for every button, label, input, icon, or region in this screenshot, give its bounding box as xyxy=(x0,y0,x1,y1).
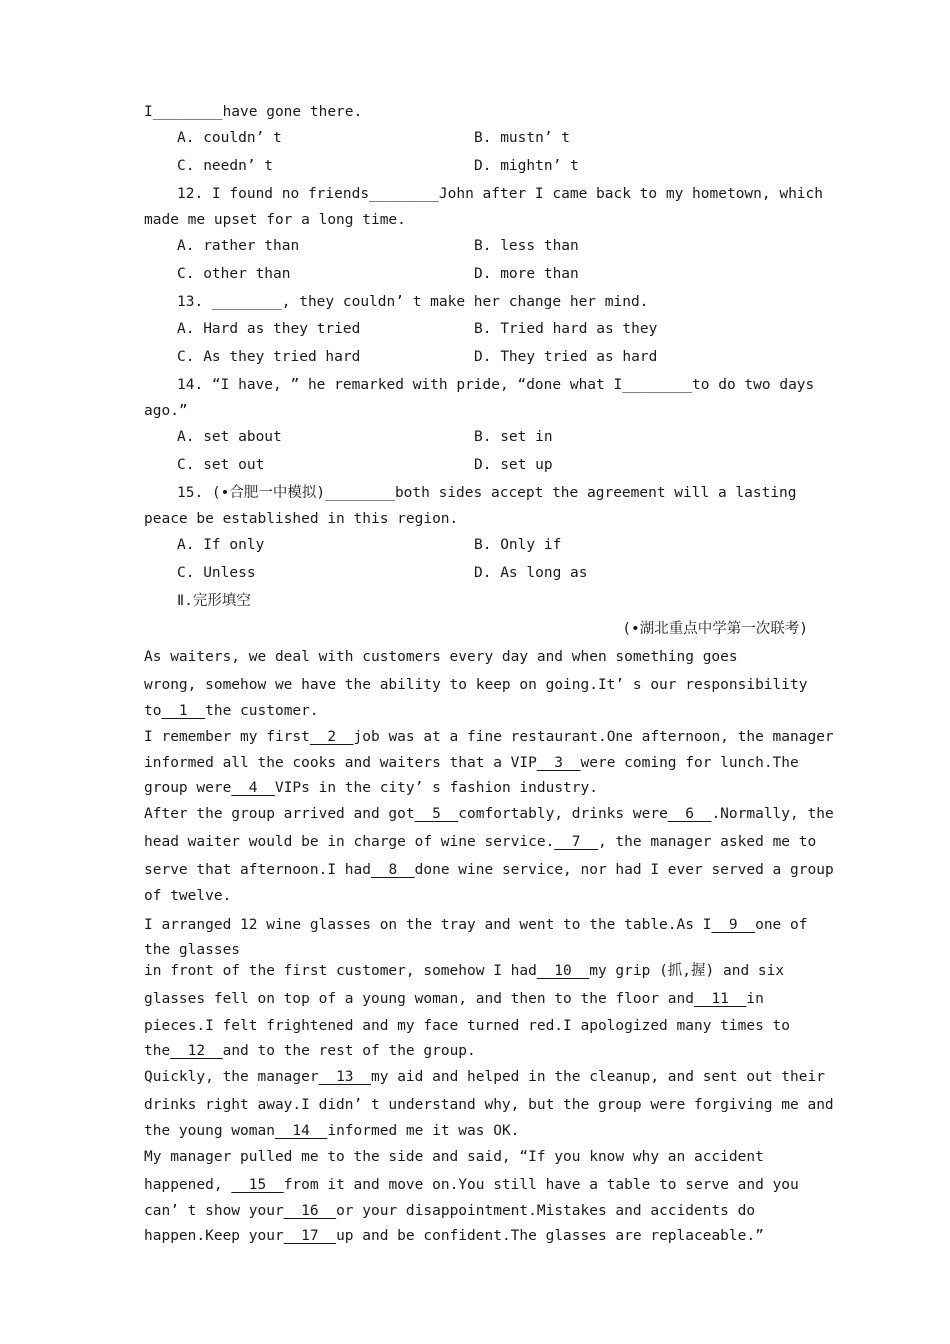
q14-stem-line1: 14. “I have, ” he remarked with pride, “done what I________to do two days xyxy=(177,377,815,393)
text: I remember my first xyxy=(144,729,310,745)
passage-line xyxy=(144,916,807,934)
text: one of xyxy=(755,917,808,933)
text: informed me it was OK. xyxy=(327,1123,520,1139)
text: the customer. xyxy=(205,703,319,719)
passage-line xyxy=(144,1227,764,1245)
passage-line: the glasses xyxy=(144,942,241,958)
q12-option-a: A. rather than xyxy=(177,238,300,254)
q14-option-c: C. set out xyxy=(177,457,265,473)
q15-option-d: D. As long as xyxy=(474,565,588,581)
q13-stem-line1: 13. ________, they couldn’ t make her change her mind. xyxy=(177,294,649,310)
passage-line xyxy=(144,805,834,823)
q13-option-a: A. Hard as they tried xyxy=(177,321,361,337)
text: After the group arrived and got xyxy=(144,806,415,822)
q12-stem-line1: 12. I found no friends________John after I came back to my hometown, which xyxy=(177,186,824,202)
blank-6: __6__ xyxy=(667,806,712,822)
blank-8: __8__ xyxy=(370,862,415,878)
passage-line xyxy=(144,779,598,797)
passage-line xyxy=(144,728,834,746)
text: the xyxy=(144,1043,171,1059)
passage-line xyxy=(144,990,764,1008)
blank-13: __13__ xyxy=(318,1069,371,1085)
text: Quickly, the manager xyxy=(144,1069,319,1085)
q15-stem-line1: 15. (•合肥一中模拟)________both sides accept the agreement will a lasting xyxy=(177,485,797,501)
q11-option-b: B. mustn’ t xyxy=(474,130,571,146)
text: serve that afternoon.I had xyxy=(144,862,371,878)
passage-line xyxy=(144,962,784,980)
q11-option-a: A. couldn’ t xyxy=(177,130,282,146)
q14-option-a: A. set about xyxy=(177,429,282,445)
passage-line: wrong, somehow we have the ability to keep on going.It’ s our responsibility xyxy=(144,677,808,693)
text: job was at a fine restaurant.One afternoon, the manager xyxy=(353,729,834,745)
q12-stem-line2: made me upset for a long time. xyxy=(144,212,406,228)
q11-option-c: C. needn’ t xyxy=(177,158,274,174)
text: head waiter would be in charge of wine service. xyxy=(144,834,555,850)
text: from it and move on.You still have a table to serve and you xyxy=(283,1177,799,1193)
text: .Normally, the xyxy=(711,806,834,822)
text: my grip (抓,握) and six xyxy=(589,963,785,979)
text: VIPs in the city’ s fashion industry. xyxy=(274,780,598,796)
passage-line xyxy=(144,833,816,851)
q13-option-c: C. As they tried hard xyxy=(177,349,361,365)
q14-option-b: B. set in xyxy=(474,429,553,445)
text: and to the rest of the group. xyxy=(222,1043,476,1059)
blank-9: __9__ xyxy=(711,917,756,933)
q13-option-b: B. Tried hard as they xyxy=(474,321,658,337)
q12-option-c: C. other than xyxy=(177,266,291,282)
passage-line xyxy=(144,1042,476,1060)
text: the young woman xyxy=(144,1123,275,1139)
q13-option-d: D. They tried as hard xyxy=(474,349,658,365)
blank-16: __16__ xyxy=(283,1203,337,1219)
blank-3: __3__ xyxy=(536,755,581,771)
blank-11: __11__ xyxy=(693,991,747,1007)
blank-17: __17__ xyxy=(283,1228,337,1244)
text: or your disappointment.Mistakes and accidents do xyxy=(336,1203,756,1219)
text: in front of the first customer, somehow I had xyxy=(144,963,537,979)
q15-option-a: A. If only xyxy=(177,537,265,553)
q11-stem-tail: I________have gone there. xyxy=(144,104,363,120)
text: were coming for lunch.The xyxy=(580,755,799,771)
text: , the manager asked me to xyxy=(597,834,817,850)
text: to xyxy=(144,703,162,719)
text: in xyxy=(746,991,764,1007)
passage-line: drinks right away.I didn’ t understand why, but the group were forgiving me and xyxy=(144,1097,834,1113)
blank-12: __12__ xyxy=(170,1043,223,1059)
blank-1: __1__ xyxy=(161,703,206,719)
q15-stem-line2: peace be established in this region. xyxy=(144,511,459,527)
blank-14: __14__ xyxy=(274,1123,328,1139)
q12-option-d: D. more than xyxy=(474,266,579,282)
text: up and be confident.The glasses are replaceable.” xyxy=(336,1228,764,1244)
text: happen.Keep your xyxy=(144,1228,284,1244)
text: comfortably, drinks were xyxy=(458,806,668,822)
passage-line: As waiters, we deal with customers every day and when something goes xyxy=(144,649,738,665)
passage-line xyxy=(144,754,799,772)
text: informed all the cooks and waiters that a VIP xyxy=(144,755,537,771)
text: glasses fell on top of a young woman, and then to the floor and xyxy=(144,991,694,1007)
text: my aid and helped in the cleanup, and sent out their xyxy=(371,1069,825,1085)
section-title: Ⅱ.完形填空 xyxy=(177,593,251,609)
q12-option-b: B. less than xyxy=(474,238,579,254)
passage-line xyxy=(144,1202,755,1220)
q14-stem-line2: ago.” xyxy=(144,403,188,419)
blank-15: __15__ xyxy=(231,1177,284,1193)
q14-option-d: D. set up xyxy=(474,457,553,473)
passage-line xyxy=(144,1122,519,1140)
passage-line xyxy=(144,861,834,879)
passage-line xyxy=(144,702,319,720)
passage-line xyxy=(144,1068,825,1086)
q15-option-c: C. Unless xyxy=(177,565,256,581)
blank-5: __5__ xyxy=(414,806,459,822)
blank-4: __4__ xyxy=(231,780,275,796)
blank-7: __7__ xyxy=(554,834,598,850)
text: done wine service, nor had I ever served a group xyxy=(414,862,834,878)
section-source: (•湖北重点中学第一次联考) xyxy=(622,621,808,637)
passage-line: of twelve. xyxy=(144,888,232,904)
text: group were xyxy=(144,780,232,796)
q11-option-d: D. mightn’ t xyxy=(474,158,579,174)
passage-line: pieces.I felt frightened and my face turned red.I apologized many times to xyxy=(144,1018,791,1034)
text: can’ t show your xyxy=(144,1203,284,1219)
text: I arranged 12 wine glasses on the tray and went to the table.As I xyxy=(144,917,712,933)
blank-2: __2__ xyxy=(309,729,354,745)
q15-option-b: B. Only if xyxy=(474,537,562,553)
passage-line: My manager pulled me to the side and said, “If you know why an accident xyxy=(144,1149,764,1165)
blank-10: __10__ xyxy=(536,963,590,979)
text: happened, xyxy=(144,1177,223,1193)
passage-line xyxy=(144,1176,799,1194)
